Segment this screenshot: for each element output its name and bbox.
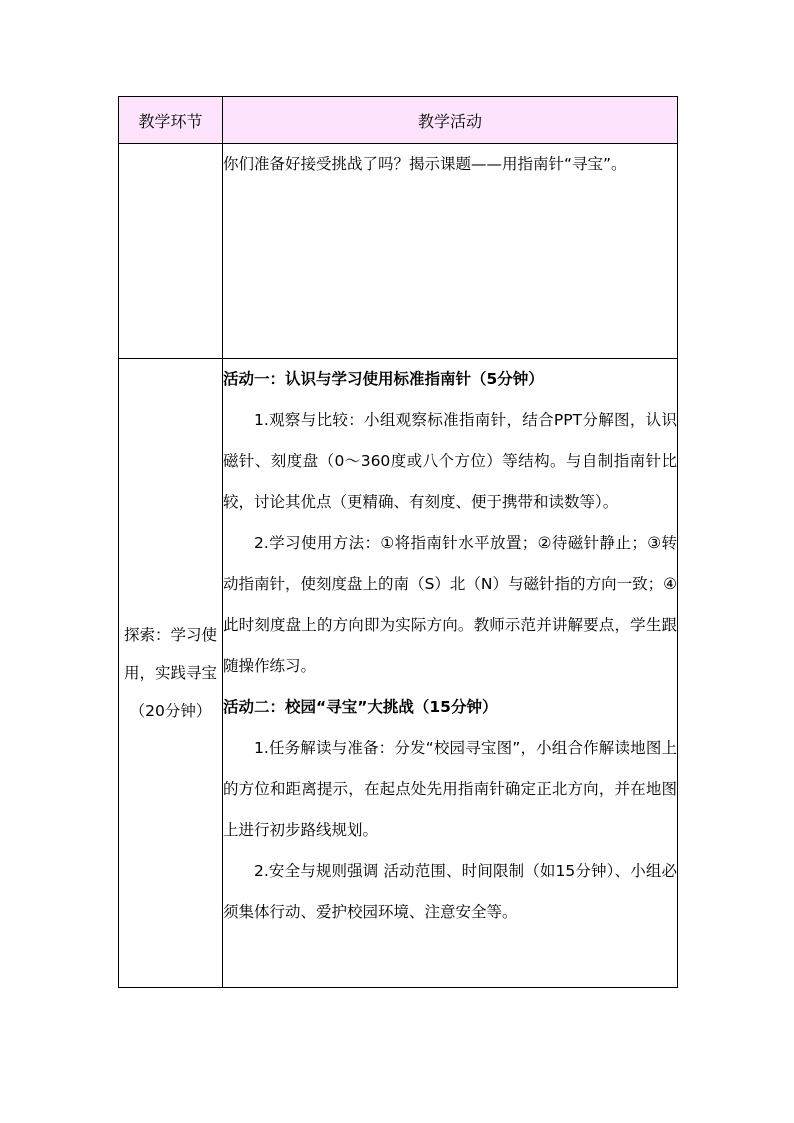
lesson-plan-table	[118, 96, 678, 988]
header-activity: 教学活动	[223, 97, 678, 144]
activity1-paragraph-2: 2.学习使用方法：①将指南针水平放置；②待磁针静止；③转动指南针，使刻度盘上的南（S）北（N）与磁针指的方向一致；④此时刻度盘上的方向即为实际方向。教师示范并讲解要点，学生跟随操作练习。	[223, 534, 677, 675]
stage-cell-empty	[119, 144, 223, 359]
activity-cell-explore	[223, 359, 678, 988]
activity1-paragraph-1: 1.观察与比较：小组观察标准指南针，结合PPT分解图，认识磁针、刻度盘（0～360度或八个方位）等结构。与自制指南针比较，讨论其优点（更精确、有刻度、便于携带和读数等）。	[223, 411, 677, 511]
activity1-title: 活动一：认识与学习使用标准指南针（5分钟）	[223, 370, 544, 388]
intro-text: 你们准备好接受挑战了吗？揭示课题——用指南针“寻宝”。	[223, 155, 627, 173]
table-row	[119, 359, 678, 988]
stage-cell-explore: 探索：学习使用，实践寻宝 （20分钟）	[119, 359, 223, 988]
activity2-title: 活动二：校园“寻宝”大挑战（15分钟）	[223, 698, 498, 716]
table-row	[119, 144, 678, 359]
activity2-paragraph-1: 1.任务解读与准备：分发“校园寻宝图”，小组合作解读地图上的方位和距离提示，在起点处先用指南针确定正北方向，并在地图上进行初步路线规划。	[223, 739, 677, 839]
activity2-paragraph-2: 2.安全与规则强调 活动范围、时间限制（如15分钟）、小组必须集体行动、爱护校园环境、注意安全等。	[223, 862, 677, 921]
table-header-row	[119, 97, 678, 144]
activity-cell-intro	[223, 144, 678, 359]
header-stage: 教学环节	[119, 97, 223, 144]
